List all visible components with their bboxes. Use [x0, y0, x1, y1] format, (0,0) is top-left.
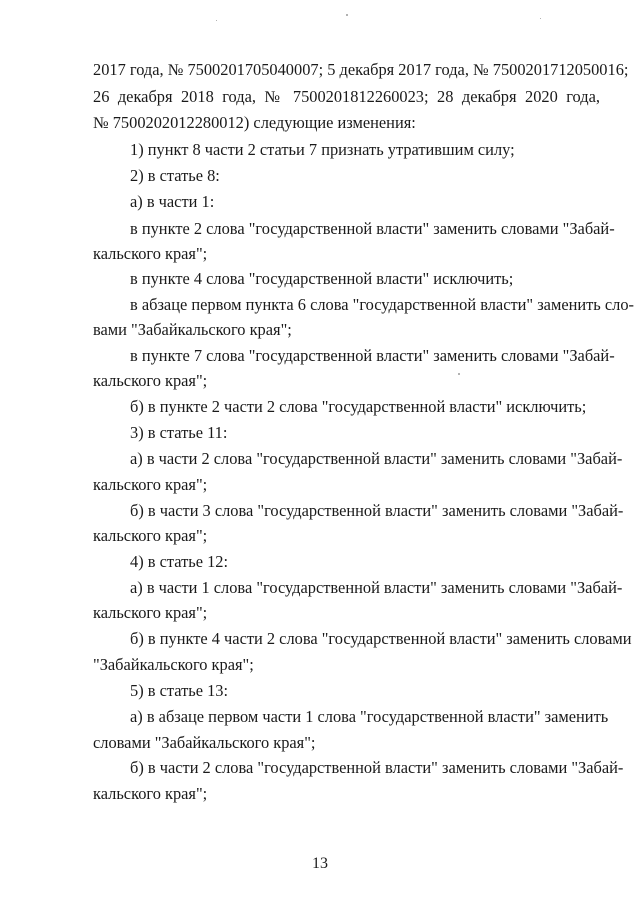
page-number: 13 [312, 855, 328, 872]
text-line: 2) в статье 8: [130, 166, 220, 185]
text-line: "Забайкальского края"; [93, 655, 254, 674]
text-line: кальского края"; [93, 371, 208, 390]
scan-speck [540, 18, 541, 19]
text-line: в пункте 4 слова "государственной власти" исключить; [130, 269, 514, 288]
scan-speck [458, 373, 460, 375]
text-line: а) в абзаце первом части 1 слова "государственной власти" заменить [130, 707, 609, 726]
text-line: словами "Забайкальского края"; [93, 733, 316, 752]
text-line: кальского края"; [93, 244, 208, 263]
text-line: б) в пункте 4 части 2 слова "государственной власти" заменить словами [130, 629, 632, 648]
text-line: 4) в статье 12: [130, 552, 229, 571]
text-line: вами "Забайкальского края"; [93, 320, 292, 339]
scan-speck [216, 20, 217, 21]
text-line: 5) в статье 13: [130, 681, 229, 700]
text-line: 26 декабря 2018 года, № 7500201812260023; 28 декабря 2020 года, [93, 87, 600, 106]
text-line: кальского края"; [93, 526, 208, 545]
text-line: кальского края"; [93, 475, 208, 494]
text-line: кальского края"; [93, 603, 208, 622]
text-line: а) в части 1: [130, 192, 215, 211]
text-line: 1) пункт 8 части 2 статьи 7 признать утратившим силу; [130, 140, 515, 159]
text-line: № 7500202012280012) следующие изменения: [93, 113, 416, 132]
scan-speck [346, 14, 348, 16]
text-line: 3) в статье 11: [130, 423, 228, 442]
text-line: в пункте 2 слова "государственной власти" заменить словами "Забай- [130, 219, 615, 238]
text-line: б) в части 2 слова "государственной власти" заменить словами "Забай- [130, 758, 624, 777]
text-line: кальского края"; [93, 784, 208, 803]
text-line: в пункте 7 слова "государственной власти" заменить словами "Забай- [130, 346, 615, 365]
text-line: б) в пункте 2 части 2 слова "государственной власти" исключить; [130, 397, 587, 416]
text-line: а) в части 2 слова "государственной власти" заменить словами "Забай- [130, 449, 623, 468]
text-line: б) в части 3 слова "государственной власти" заменить словами "Забай- [130, 501, 624, 520]
text-line: в абзаце первом пункта 6 слова "государственной власти" заменить сло- [130, 295, 634, 314]
text-line: а) в части 1 слова "государственной власти" заменить словами "Забай- [130, 578, 623, 597]
text-line: 2017 года, № 7500201705040007; 5 декабря 2017 года, № 7500201712050016; [93, 60, 629, 79]
